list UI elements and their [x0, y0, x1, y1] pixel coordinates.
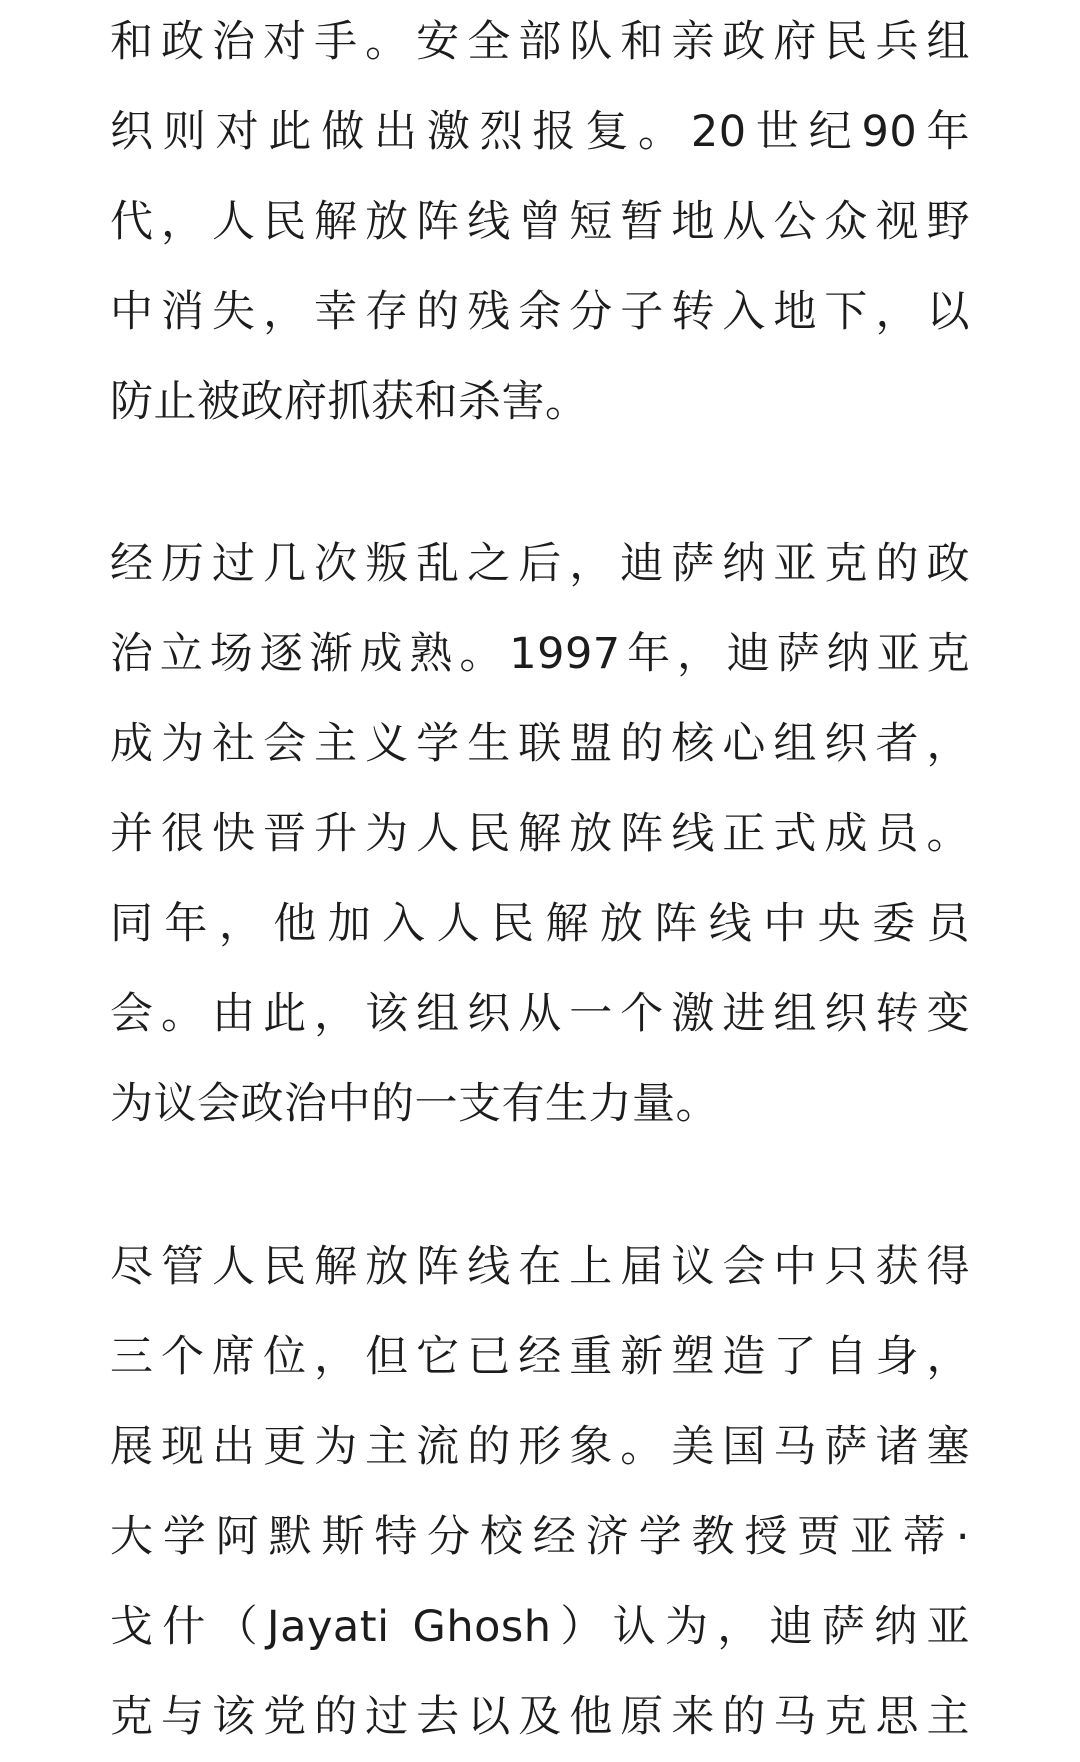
paragraph-line: 同年，他加入人民解放阵线中央委员 [110, 899, 970, 949]
paragraph-line: 大学阿默斯特分校经济学教授贾亚蒂· [110, 1512, 970, 1562]
paragraph-line: 克与该党的过去以及他原来的马克思主 [110, 1692, 970, 1742]
paragraph-line: 织则对此做出激烈报复。20世纪90年 [110, 107, 970, 157]
paragraph-line: 治立场逐渐成熟。1997年，迪萨纳亚克 [110, 629, 970, 679]
paragraph-line: 三个席位，但它已经重新塑造了自身， [110, 1332, 970, 1382]
paragraph-line: 防止被政府抓获和杀害。 [110, 377, 589, 427]
paragraph-line: 代，人民解放阵线曾短暂地从公众视野 [110, 197, 970, 247]
paragraph-line: 展现出更为主流的形象。美国马萨诸塞 [110, 1422, 970, 1472]
paragraph-line: 尽管人民解放阵线在上届议会中只获得 [110, 1242, 970, 1292]
paragraph-2 [110, 519, 970, 1149]
paragraph-line: 和政治对手。安全部队和亲政府民兵组 [110, 17, 970, 67]
paragraph-line: 戈什（Jayati Ghosh）认为，迪萨纳亚 [110, 1602, 970, 1652]
paragraph-line: 经历过几次叛乱之后，迪萨纳亚克的政 [110, 539, 970, 589]
paragraph-line: 为议会政治中的一支有生力量。 [110, 1079, 719, 1129]
paragraph-line: 并很快晋升为人民解放阵线正式成员。 [110, 809, 970, 859]
paragraph-line: 成为社会主义学生联盟的核心组织者， [110, 719, 970, 769]
paragraph-line: 会。由此，该组织从一个激进组织转变 [110, 989, 970, 1039]
paragraph-3 [110, 1222, 970, 1762]
paragraph-1 [110, 0, 970, 447]
paragraph-line: 中消失，幸存的残余分子转入地下，以 [110, 287, 970, 337]
